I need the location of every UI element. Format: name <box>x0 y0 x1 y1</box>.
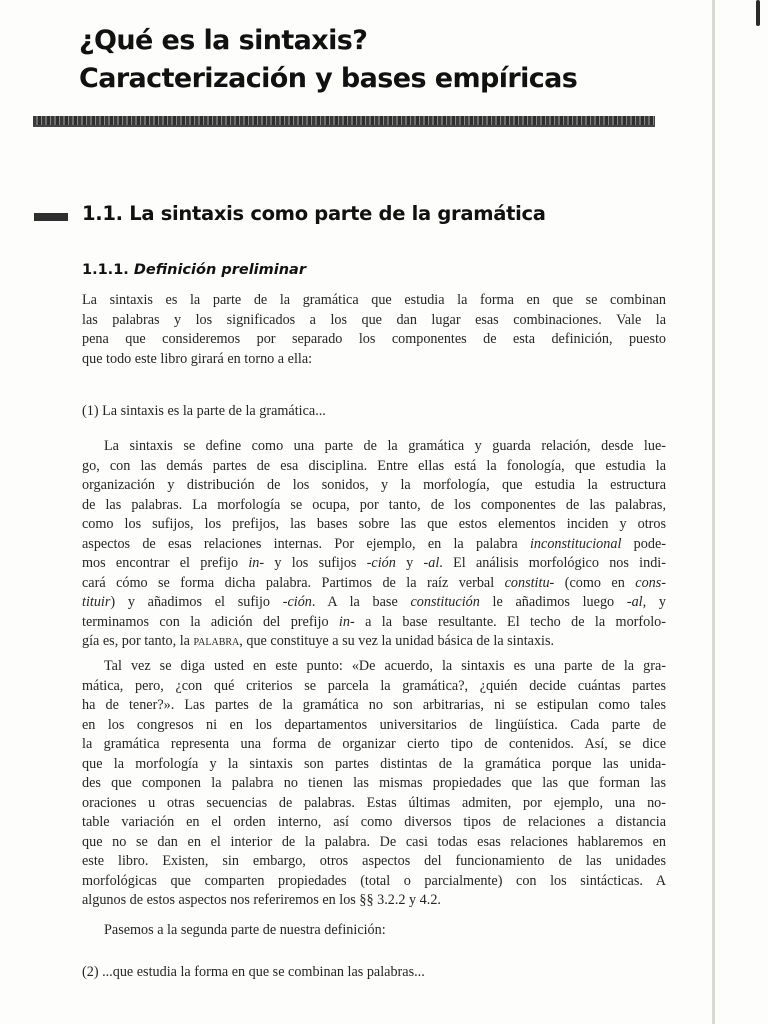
paragraph-2 <box>82 657 666 911</box>
example-affix: -ción <box>282 594 312 610</box>
section-heading: 1.1. La sintaxis como parte de la gramática <box>82 202 546 225</box>
text-line: table variación en el orden interno, así como diversos tipos de relaciones a distancia <box>82 814 666 830</box>
example-affix: -ción <box>366 555 396 571</box>
page-edge-shadow <box>712 0 715 1024</box>
example-word: tituir <box>82 594 111 610</box>
scan-edge-mark <box>756 0 760 26</box>
example-affix: -al <box>626 594 643 610</box>
text-line: de las palabras. La morfología se ocupa, por tanto, de los componentes de las palabras, <box>82 496 666 513</box>
text-line: mática, pero, ¿con qué criterios se parcela la gramática?, ¿quién decide cuántas partes <box>82 677 666 694</box>
text-line: este libro. Existen, sin embargo, otros aspectos del funcionamiento de las unidades <box>82 853 666 869</box>
intro-paragraph <box>82 291 666 369</box>
text-line: mos encontrar el prefijo in- y los sufijos -ción y -al. El análisis morfológico nos indi- <box>82 555 666 571</box>
subsection-title: Definición preliminar <box>133 262 306 278</box>
text-line: que no se dan en el interior de la palabra. De casi todas esas relaciones hablaremos en <box>82 833 666 850</box>
subsection-heading <box>82 258 306 282</box>
text-line: oraciones u otras secuencias de palabras. Estas últimas admiten, por ejemplo, una no- <box>82 794 666 811</box>
text-line: que todo este libro girará en torno a ella: <box>82 350 313 367</box>
chapter-title <box>79 22 689 98</box>
text-line: las palabras y los significados a los que dan lugar esas combinaciones. Vale la <box>82 311 666 328</box>
text-line: que la morfología y la sintaxis son partes distintas de la gramática porque las unida- <box>82 755 666 772</box>
text-line: ha de tener?». Las partes de la gramática no son arbitrarias, ni se estipulan como tales <box>82 697 666 713</box>
text-line: des que componen la palabra no tienen las mismas propiedades que las que forman las <box>82 775 666 791</box>
text-line: go, con las demás partes de esa disciplina. Entre ellas está la fonología, que estudia la <box>82 457 666 474</box>
chapter-title-rule <box>33 116 655 125</box>
chapter-title-rule-underline <box>33 125 655 127</box>
text-line: terminamos con la adición del prefijo in- a la base resultante. El techo de la morfolo- <box>82 613 666 630</box>
example-word: constitución <box>410 594 480 610</box>
example-word: inconstitucional <box>529 535 622 552</box>
example-word: cons- <box>635 574 666 591</box>
chapter-title-line-1: ¿Qué es la sintaxis? <box>79 25 368 56</box>
example-affix: in- <box>248 555 265 571</box>
example-affix: -al <box>423 555 440 571</box>
text-line: organización y distribución de los sonidos, y la morfología, que estudia la estructura <box>82 477 666 493</box>
text-line: La sintaxis se define como una parte de la gramática y guarda relación, desde lue- <box>104 438 666 454</box>
example-affix: in- <box>338 613 355 630</box>
text-line: gía es, por tanto, la palabra, que constituye a su vez la unidad básica de la sintaxis. <box>82 633 555 649</box>
paragraph-3 <box>82 921 666 941</box>
text-line: Pasemos a la segunda parte de nuestra definición: <box>104 922 386 938</box>
text-line: pena que consideremos por separado los componentes de esta definición, puesto <box>82 331 666 347</box>
subsection-number: 1.1.1. <box>82 262 129 278</box>
example-2: (2) ...que estudia la forma en que se combinan las palabras... <box>82 964 425 980</box>
text-line: morfológicas que comparten propiedades (total o parcialmente) con los sintácticas. A <box>82 872 666 889</box>
text-line: La sintaxis es la parte de la gramática que estudia la forma en que se combinan <box>82 292 666 308</box>
term-small-caps: palabra <box>193 633 240 649</box>
text-line: algunos de estos aspectos nos referiremos en los §§ 3.2.2 y 4.2. <box>82 892 441 908</box>
example-1: (1) La sintaxis es la parte de la gramática... <box>82 403 326 419</box>
text-line: en los congresos ni en los departamentos universitarios de lingüística. Cada parte de <box>82 716 666 733</box>
text-line: Tal vez se diga usted en este punto: «De acuerdo, la sintaxis es una parte de la gra- <box>104 658 666 674</box>
text-line: tituir) y añadimos el sufijo -ción. A la base constitución le añadimos luego -al, y <box>82 594 666 610</box>
paragraph-1 <box>82 437 666 652</box>
text-line: como los sufijos, los prefijos, las bases sobre las que estos elementos inciden y otros <box>82 516 666 532</box>
text-line: aspectos de esas relaciones internas. Por ejemplo, en la palabra inconstitucional pode- <box>82 535 666 552</box>
chapter-title-line-2: Caracterización y bases empíricas <box>79 63 578 94</box>
example-root: constitu- <box>504 574 555 591</box>
text-line: la gramática representa una forma de organizar cierto tipo de contenidos. Así, se dice <box>82 736 666 752</box>
text-line: cará cómo se forma dicha palabra. Partimos de la raíz verbal constitu- (como en cons- <box>82 574 666 591</box>
section-marker-bar <box>34 213 68 221</box>
